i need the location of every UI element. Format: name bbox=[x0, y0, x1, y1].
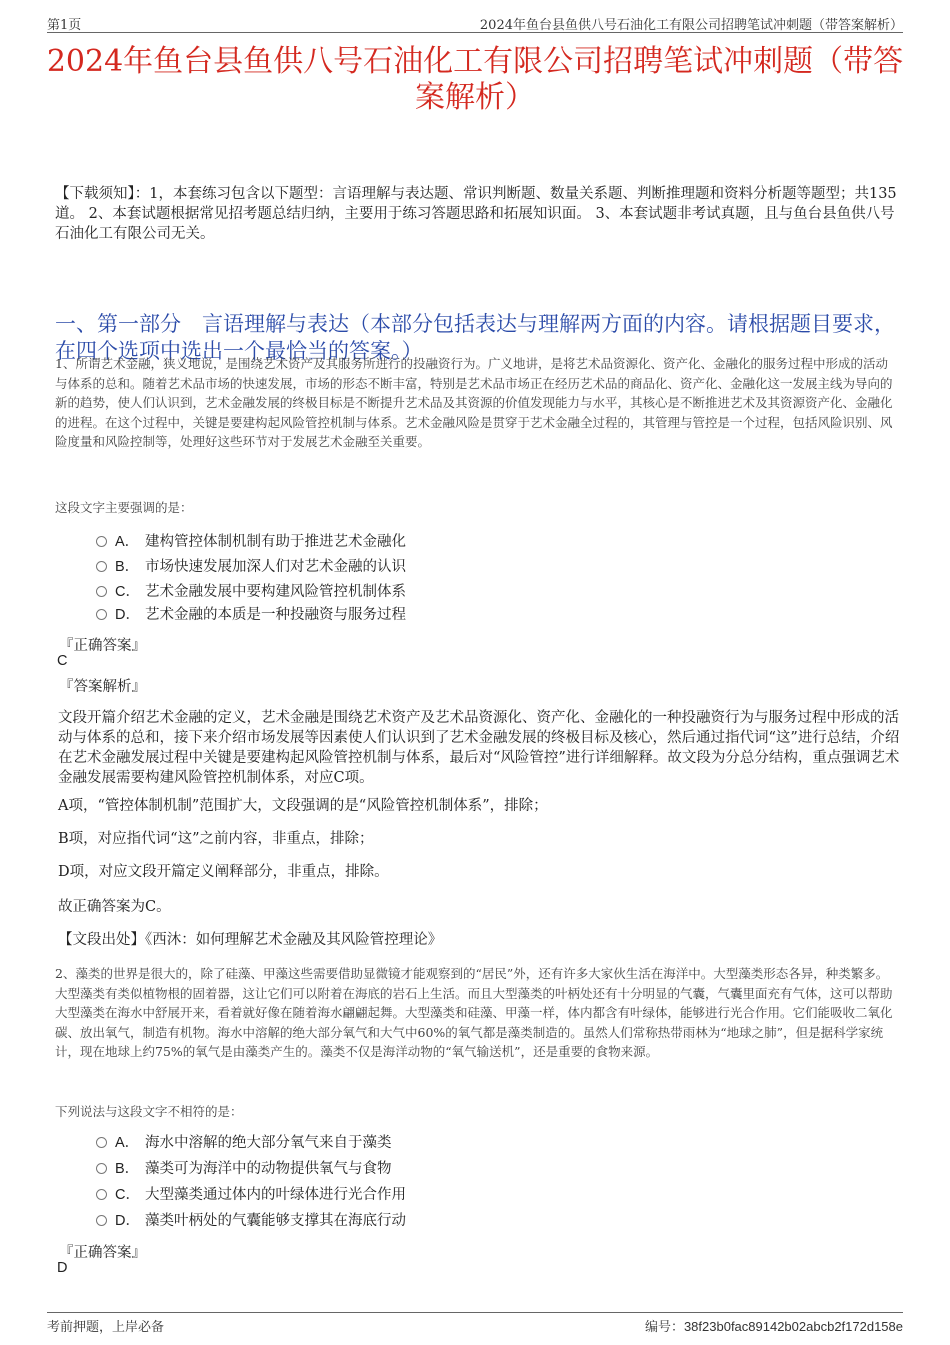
question-1-text: 1、所谓艺术金融，狭义地说，是围绕艺术资产及其服务所进行的投融资行为。广义地讲，是将艺术品资源化、资产化、金融化的服务过程中形成的活动与体系的总和。随着艺术品市场的快速发展，市场的形态不断丰富，特别是艺术品市场正在经历艺术品的商品化、资产化、金融化这一发展主线为导向的新的趋势，使人们认识到，艺术金融发展的终极目标是不断提升艺术品及其资源的价值发现能力与水平，其核心是不断推进艺术及其资源资产化、金融化的进程。在这个过程中，关键是要建构起风险管控机制与体系。艺术金融风险是贯穿于艺术金融全过程的，其管理与管控是一个过程，包括风险识别、风险度量和风险控制等，处理好这些环节对于发展艺术金融至关重要。 bbox=[55, 356, 893, 449]
option-key: D． bbox=[115, 1213, 140, 1229]
analysis-line-b: B项，对应指代词“这”之前内容，非重点，排除； bbox=[58, 831, 374, 847]
question-1-option-b[interactable] bbox=[96, 557, 406, 577]
radio-icon[interactable] bbox=[96, 1189, 107, 1200]
radio-icon[interactable] bbox=[96, 1163, 107, 1174]
radio-icon[interactable] bbox=[96, 609, 107, 620]
question-2-option-b[interactable] bbox=[96, 1159, 392, 1179]
option-text: 市场快速发展加深人们对艺术金融的认识 bbox=[145, 559, 406, 575]
footer-code-value: 38f23b0fac89142b02abcb2f172d158e bbox=[683, 1319, 903, 1334]
radio-icon[interactable] bbox=[96, 1137, 107, 1148]
header-doc-title: 2024年鱼台县鱼供八号石油化工有限公司招聘笔试冲刺题（带答案解析） bbox=[479, 18, 903, 33]
question-2-option-d[interactable] bbox=[96, 1211, 406, 1231]
option-text: 艺术金融的本质是一种投融资与服务过程 bbox=[145, 607, 406, 623]
footer-code-label: 编号： bbox=[644, 1320, 684, 1335]
option-text: 建构管控体制机制有助于推进艺术金融化 bbox=[145, 534, 406, 550]
answer-label: 『正确答案』 bbox=[59, 1245, 146, 1261]
download-notice: 【下载须知】：1，本套练习包含以下题型：言语理解与表达题、常识判断题、数量关系题、判断推理题和资料分析题等题型；共135道。 2、本套试题根据常见招考题总结归纳，主要用于练习答题思路和拓展知识面。 3、本套试题非考试真题，且与鱼台县鱼供八号石油化工有限公司无关。 bbox=[55, 186, 897, 242]
radio-icon[interactable] bbox=[96, 1215, 107, 1226]
question-1-prompt: 这段文字主要强调的是： bbox=[55, 500, 193, 515]
option-key: D． bbox=[115, 607, 140, 623]
option-key: C． bbox=[115, 1187, 140, 1203]
page-number: 第1页 bbox=[47, 18, 82, 33]
option-text: 艺术金融发展中要构建风险管控机制体系 bbox=[145, 584, 406, 600]
radio-icon[interactable] bbox=[96, 586, 107, 597]
question-1-option-a[interactable] bbox=[96, 532, 406, 552]
question-1-option-c[interactable] bbox=[96, 582, 406, 602]
footer-code bbox=[645, 1316, 903, 1335]
analysis-line-d: D项，对应文段开篇定义阐释部分，非重点，排除。 bbox=[58, 864, 389, 880]
radio-icon[interactable] bbox=[96, 561, 107, 572]
section-heading: 一、第一部分 言语理解与表达（本部分包括表达与理解两方面的内容。请根据题目要求，在四个选项中选出一个最恰当的答案。） bbox=[55, 312, 895, 363]
document-title: 2024年鱼台县鱼供八号石油化工有限公司招聘笔试冲刺题（带答案解析） bbox=[46, 44, 904, 115]
option-key: B． bbox=[115, 1161, 140, 1177]
page-footer bbox=[47, 1312, 903, 1335]
option-text: 藻类可为海洋中的动物提供氧气与食物 bbox=[145, 1161, 392, 1177]
option-text: 海水中溶解的绝大部分氧气来自于藻类 bbox=[145, 1135, 392, 1151]
radio-icon[interactable] bbox=[96, 536, 107, 547]
question-2-option-c[interactable] bbox=[96, 1185, 406, 1205]
answer-label: 『正确答案』 bbox=[59, 638, 146, 654]
option-key: C． bbox=[115, 584, 140, 600]
question-1-source: 【文段出处】《西沐：如何理解艺术金融及其风险管控理论》 bbox=[58, 932, 443, 948]
question-1-analysis: 文段开篇介绍艺术金融的定义，艺术金融是围绕艺术资产及艺术品资源化、资产化、金融化的一种投融资行为与服务过程中形成的活动与体系的总和，接下来介绍市场发展等因素使人们认识到了艺术金融发展的终极目标及核心，然后通过指代词“这”进行总结，介绍在艺术金融发展过程中关键是要建构起风险管控机制与体系，最后对“风险管控”进行详细解释。故文段为分总分结构，重点强调艺术金融发展需要构建风险管控机制体系，对应C项。 bbox=[58, 710, 900, 786]
option-text: 大型藻类通过体内的叶绿体进行光合作用 bbox=[145, 1187, 406, 1203]
footer-slogan: 考前押题，上岸必备 bbox=[47, 1320, 165, 1335]
analysis-conclusion: 故正确答案为C。 bbox=[58, 899, 171, 915]
analysis-label: 『答案解析』 bbox=[59, 679, 146, 695]
question-1-answer: C bbox=[57, 653, 68, 669]
analysis-line-a: A项，“管控体制机制”范围扩大，文段强调的是“风险管控机制体系”，排除； bbox=[58, 798, 548, 814]
question-2-prompt: 下列说法与这段文字不相符的是： bbox=[55, 1104, 243, 1119]
question-1-option-d[interactable] bbox=[96, 605, 406, 625]
option-key: B． bbox=[115, 559, 140, 575]
question-2-answer: D bbox=[57, 1260, 68, 1276]
question-2-option-a[interactable] bbox=[96, 1133, 392, 1153]
option-key: A． bbox=[115, 534, 140, 550]
option-key: A． bbox=[115, 1135, 140, 1151]
page-header bbox=[47, 12, 903, 33]
question-2-text: 2、藻类的世界是很大的，除了硅藻、甲藻这些需要借助显微镜才能观察到的“居民”外，还有许多大家伙生活在海洋中。大型藻类形态各异，种类繁多。大型藻类有类似植物根的固着器，这让它们可以附着在海底的岩石上生活。而且大型藻类的叶柄处还有十分明显的气囊，气囊里面充有气体，这可以帮助大型藻类在海水中舒展开来，看着就好像在随着海水翩翩起舞。大型藻类和硅藻、甲藻一样，体内都含有叶绿体，能够进行光合作用。它们能吸收二氧化碳、放出氧气，制造有机物。海水中溶解的绝大部分氧气和大气中60%的氧气都是藻类制造的。虽然人们常称热带雨林为“地球之肺”，但是据科学家统计，现在地球上约75%的氧气是由藻类产生的。藻类不仅是海洋动物的“氧气输送机”，还是重要的食物来源。 bbox=[55, 966, 893, 1059]
option-text: 藻类叶柄处的气囊能够支撑其在海底行动 bbox=[145, 1213, 406, 1229]
